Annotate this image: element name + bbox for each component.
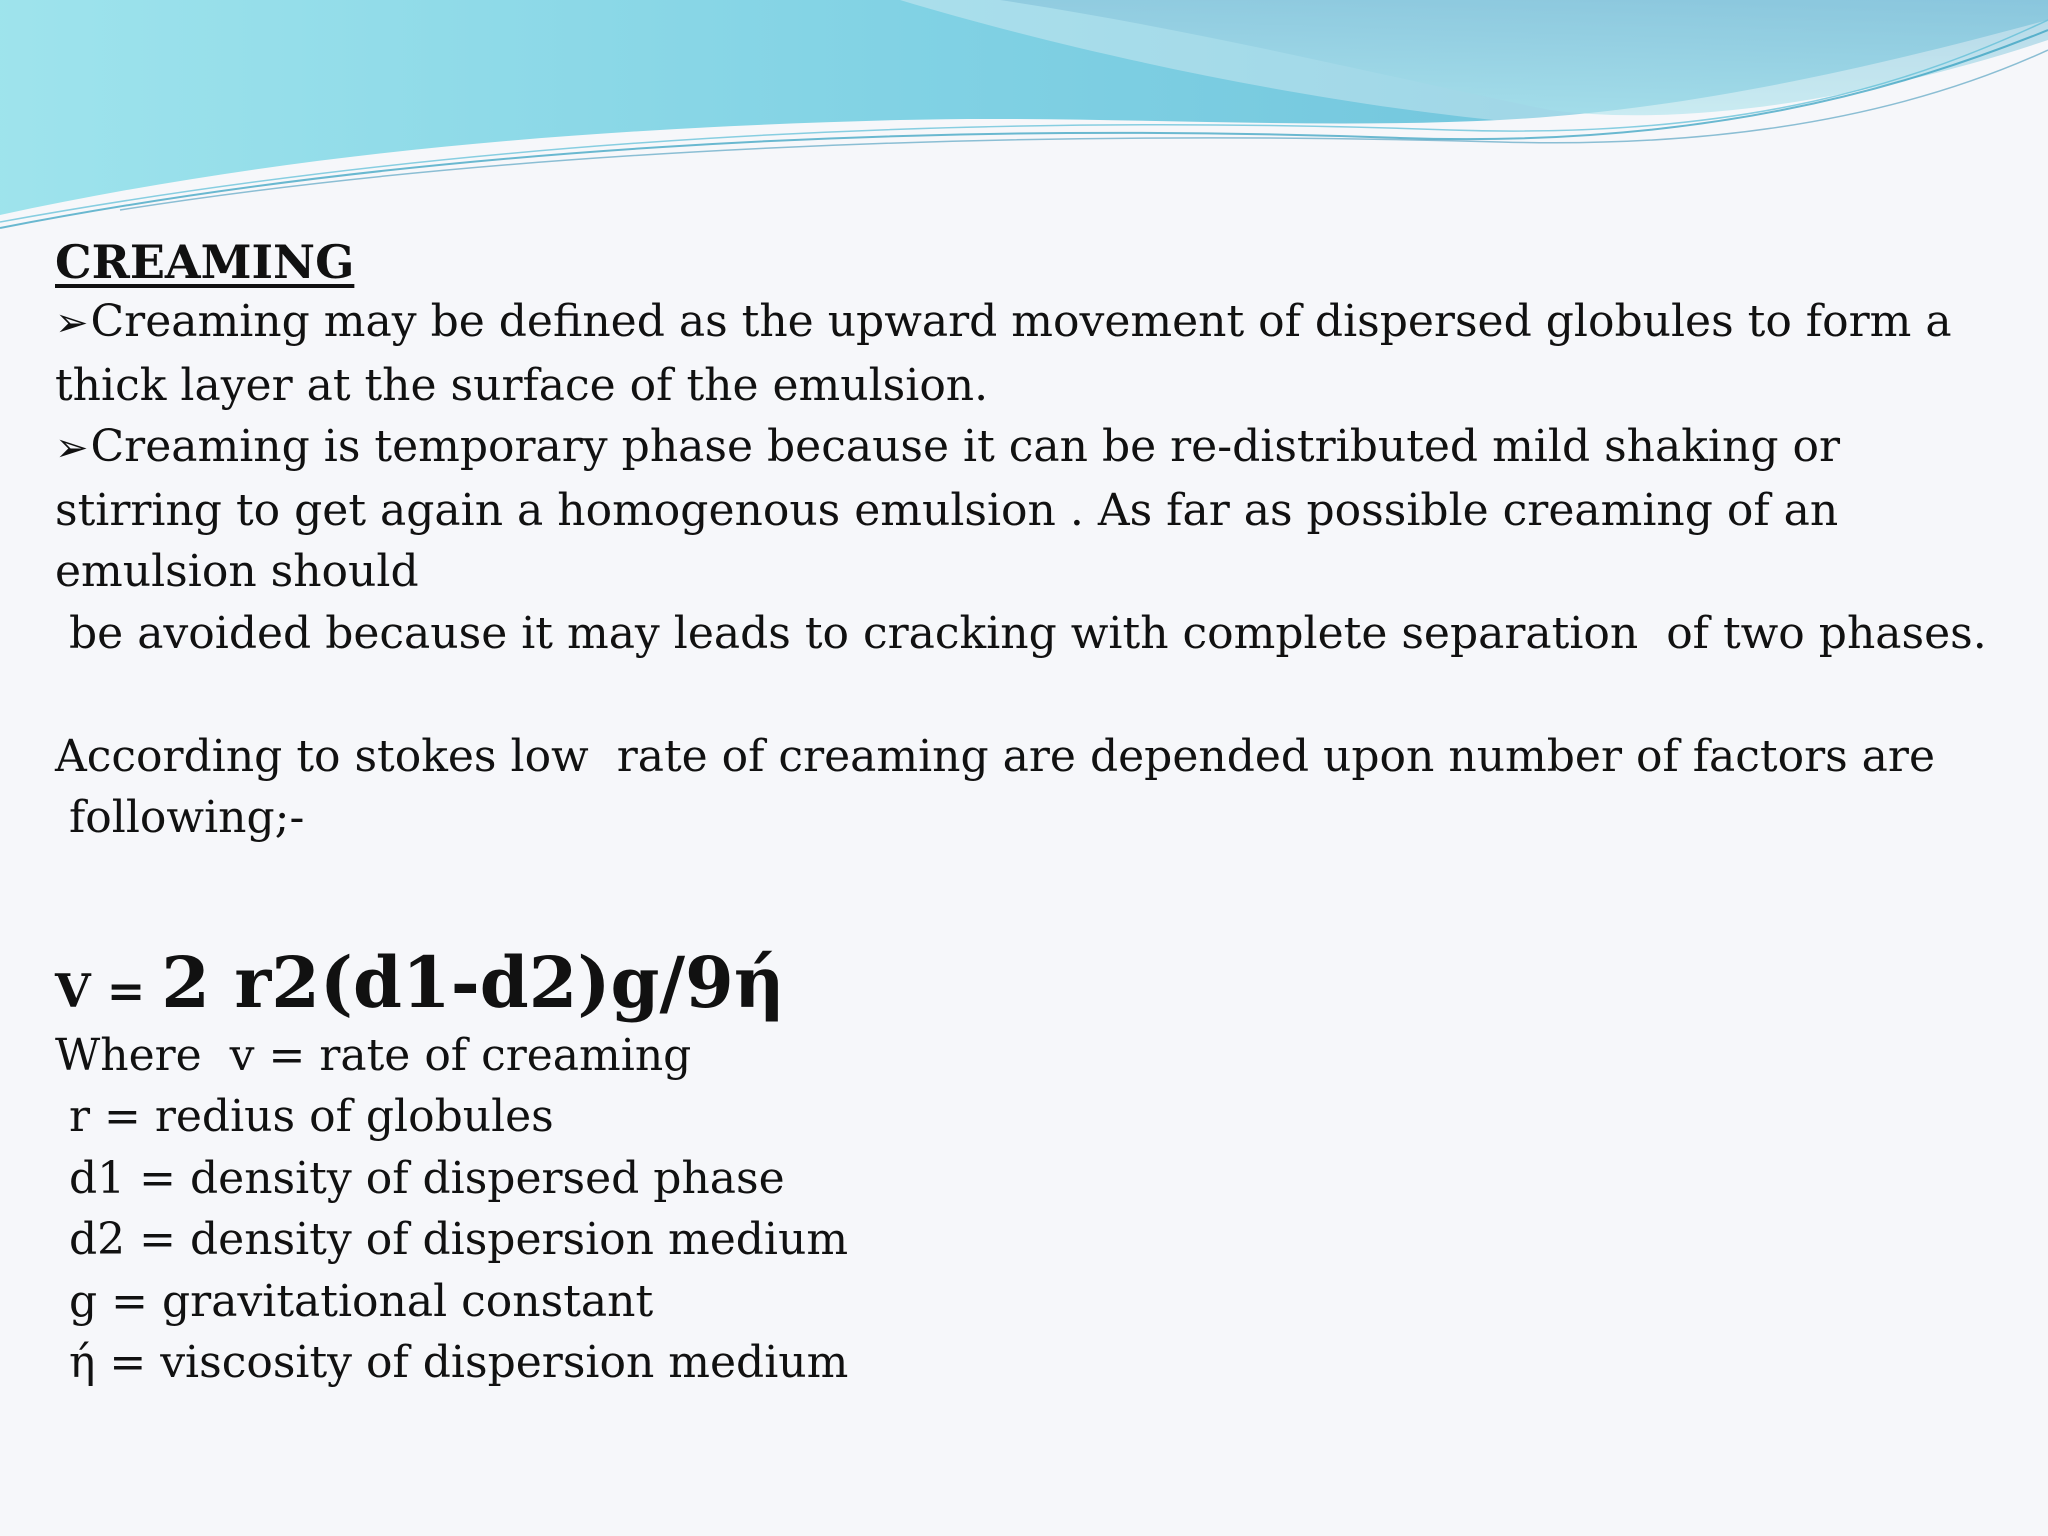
formula-lhs: V = [55, 963, 162, 1018]
slide-title: CREAMING [55, 235, 355, 289]
definition-line: r = redius of globules [55, 1091, 554, 1142]
bullet-2-text: Creaming is temporary phase because it can be re-distributed mild shaking or stirring to get again a homogenous emulsion . As far as possible creaming of an emulsion should be avoided because it may leads to cracking with complete separation of two phases. [55, 421, 1987, 659]
variable-definitions [55, 1025, 2015, 1394]
slide-content [55, 233, 2015, 1394]
definition-line: g = gravitational constant [55, 1275, 654, 1327]
spacer [55, 664, 2015, 726]
definition-line: d1 = density of dispersed phase [55, 1152, 785, 1204]
stokes-formula [55, 935, 2015, 1031]
bullet-1-text: Creaming may be defined as the upward movement of dispersed globules to form a thick layer at the surface of the emulsion. [55, 296, 1966, 411]
formula-rhs: 2 r2(d1-d2)g/9ή [161, 940, 785, 1024]
bullet-1 [55, 291, 2015, 416]
definition-line: Where v = rate of creaming [55, 1029, 692, 1081]
header-wave-decoration [0, 0, 2048, 240]
definition-line: d2 = density of dispersion medium [55, 1214, 849, 1265]
definition-line: ή = viscosity of dispersion medium [55, 1337, 849, 1388]
bullet-2 [55, 416, 2015, 664]
intro-text: According to stokes low rate of creaming are depended upon number of factors are following;- [55, 730, 1935, 843]
arrow-bullet-icon: ➢ [55, 425, 89, 471]
arrow-bullet-icon: ➢ [55, 300, 89, 346]
